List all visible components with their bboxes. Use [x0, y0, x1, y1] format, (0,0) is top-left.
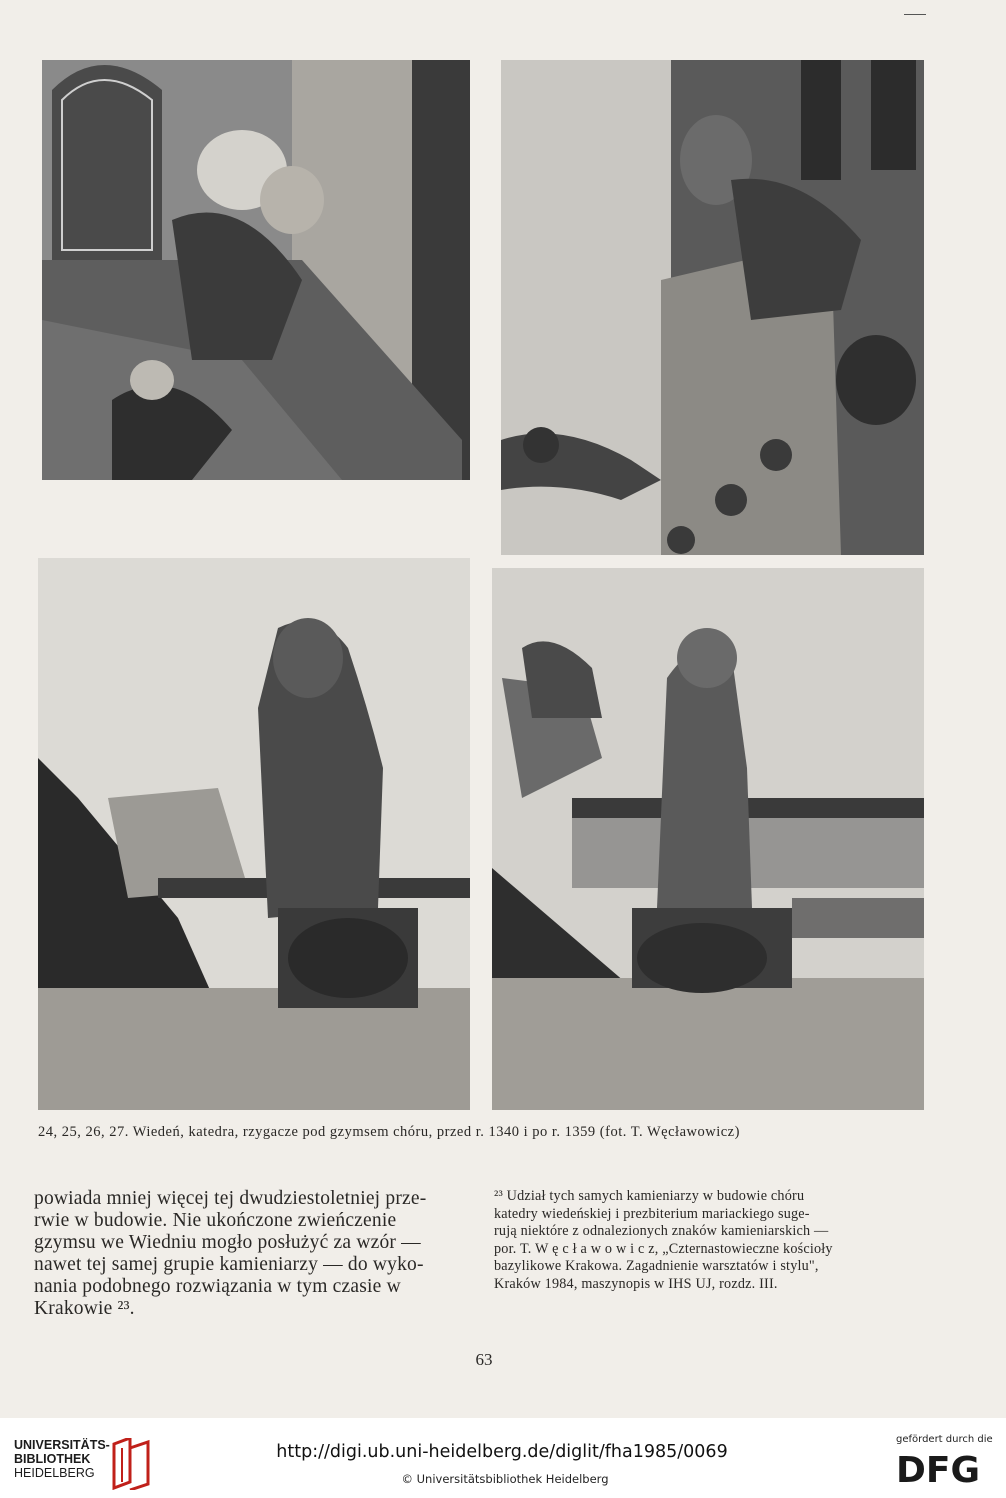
dfg-logo-text: DFG [896, 1450, 981, 1488]
photo-fig27-gargoyle [492, 568, 924, 1110]
library-name-line: UNIVERSITÄTS- [14, 1438, 110, 1452]
photo-fig26-gargoyle [38, 558, 470, 1110]
footnote-line: ²³ Udział tych samych kamieniarzy w budowie chóru [494, 1188, 805, 1204]
footnote-line: rują niektóre z odnalezionych znaków kamieniarskich — [494, 1223, 829, 1239]
body-line: nawet tej samej grupie kamieniarzy — do wyko- [34, 1254, 424, 1275]
body-line: powiada mniej więcej tej dwudziestoletniej prze- [34, 1188, 427, 1209]
library-emblem-icon [108, 1438, 152, 1490]
permalink-url[interactable]: http://digi.ub.uni-heidelberg.de/diglit/fha1985/0069 [276, 1442, 728, 1462]
figure-caption: 24, 25, 26, 27. Wiedeń, katedra, rzygacze pod gzymsem chóru, przed r. 1340 i po r. 1359 (fot. T. Węcławowicz) [38, 1124, 740, 1140]
footnote-line: por. T. W ę c ł a w o w i c z, „Czternastowieczne kościoły [494, 1240, 833, 1257]
photo-fig25-gargoyle [501, 60, 924, 555]
body-line: rwie w budowie. Nie ukończone zwieńczenie [34, 1210, 397, 1231]
body-line: Krakowie ²³. [34, 1298, 135, 1319]
footnote-23 [494, 1188, 926, 1293]
library-name-line: HEIDELBERG [14, 1466, 95, 1480]
body-line: gzymsu we Wiedniu mogło posłużyć za wzór — [34, 1232, 421, 1253]
page-number: 63 [475, 1350, 493, 1369]
footnote-line: Kraków 1984, maszynopis w IHS UJ, rozdz. III. [494, 1275, 778, 1292]
photo-fig24-gargoyle [42, 60, 470, 480]
margin-mark [904, 14, 926, 15]
copyright-notice: © Universitätsbibliothek Heidelberg [401, 1472, 609, 1486]
funding-note: gefördert durch die [896, 1434, 993, 1445]
library-logo[interactable] [14, 1438, 144, 1490]
footnote-line: katedry wiedeńskiej i prezbiterium mariackiego suge- [494, 1205, 810, 1222]
footnote-line: bazylikowe Krakowa. Zagadnienie warsztatów i stylu", [494, 1258, 819, 1274]
digitization-footer [0, 1418, 1006, 1498]
library-name-line: BIBLIOTHEK [14, 1452, 91, 1466]
body-paragraph [34, 1188, 472, 1320]
dfg-logo-icon[interactable] [896, 1448, 996, 1488]
body-line: nania podobnego rozwiązania w tym czasie w [34, 1276, 401, 1297]
